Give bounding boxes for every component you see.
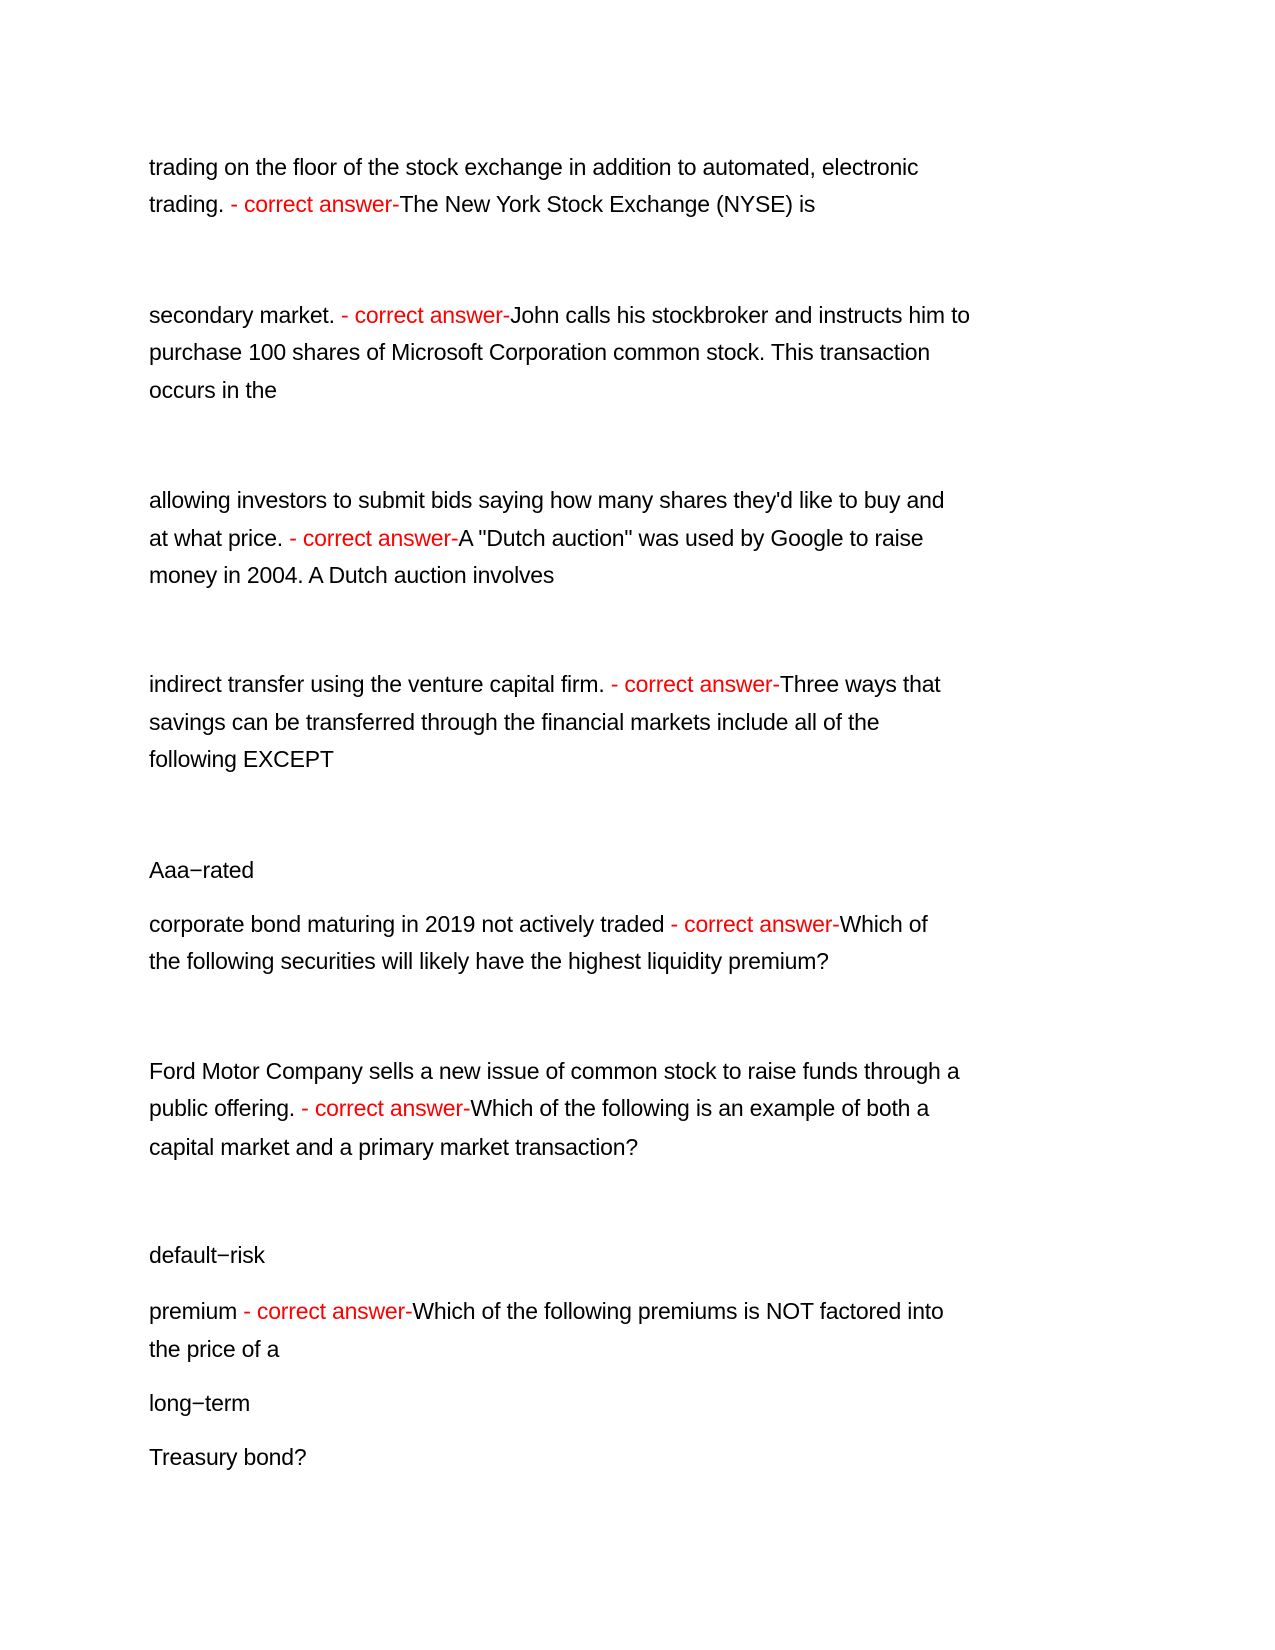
text-line bbox=[149, 1132, 638, 1162]
correct-answer-label: - correct answer- bbox=[230, 191, 400, 217]
question-text: secondary market. bbox=[149, 302, 341, 328]
correct-answer-label: - correct answer- bbox=[610, 671, 780, 697]
answer-text: Three ways that bbox=[779, 671, 941, 697]
answer-text: Which of the following is an example of both a bbox=[470, 1095, 930, 1121]
question-text: public offering. bbox=[149, 1095, 302, 1121]
text-line bbox=[149, 1334, 279, 1364]
question-text: Aaa−rated bbox=[149, 857, 254, 883]
answer-text: John calls his stockbroker and instructs him to bbox=[510, 302, 970, 328]
question-text: trading on the floor of the stock exchange in addition to automated, electronic bbox=[149, 154, 919, 180]
text-line bbox=[149, 375, 277, 405]
question-text: premium bbox=[149, 1298, 244, 1324]
question-text: at what price. bbox=[149, 525, 290, 551]
question-text: long−term bbox=[149, 1390, 251, 1416]
question-text: default−risk bbox=[149, 1242, 265, 1268]
question-text: corporate bond maturing in 2019 not actively traded bbox=[149, 911, 671, 937]
answer-text: A "Dutch auction" was used by Google to raise bbox=[458, 525, 924, 551]
text-line bbox=[149, 1296, 944, 1326]
question-text: Ford Motor Company sells a new issue of common stock to raise funds through a bbox=[149, 1058, 960, 1084]
answer-text: The New York Stock Exchange (NYSE) is bbox=[399, 191, 816, 217]
text-line bbox=[149, 189, 815, 219]
answer-text: Which of the following premiums is NOT factored into bbox=[412, 1298, 944, 1324]
question-text: occurs in the bbox=[149, 377, 277, 403]
text-line bbox=[149, 300, 970, 330]
text-line bbox=[149, 337, 930, 367]
question-text: purchase 100 shares of Microsoft Corporation common stock. This transaction bbox=[149, 339, 930, 365]
correct-answer-label: - correct answer- bbox=[289, 525, 459, 551]
text-line bbox=[149, 1240, 265, 1270]
question-text: capital market and a primary market transaction? bbox=[149, 1134, 638, 1160]
question-text: savings can be transferred through the financial markets include all of the bbox=[149, 709, 880, 735]
text-line bbox=[149, 152, 918, 182]
correct-answer-label: - correct answer- bbox=[670, 911, 840, 937]
correct-answer-label: - correct answer- bbox=[340, 302, 511, 328]
text-line bbox=[149, 1056, 959, 1086]
question-text: the following securities will likely have the highest liquidity premium? bbox=[149, 948, 829, 974]
correct-answer-label: - correct answer- bbox=[301, 1095, 471, 1121]
text-line bbox=[149, 946, 829, 976]
text-line bbox=[149, 909, 928, 939]
question-text: allowing investors to submit bids saying how many shares they'd like to buy and bbox=[149, 487, 945, 513]
question-text: money in 2004. A Dutch auction involves bbox=[149, 562, 555, 588]
text-line bbox=[149, 669, 941, 699]
question-text: trading. bbox=[149, 191, 231, 217]
question-text: indirect transfer using the venture capital firm. bbox=[149, 671, 611, 697]
question-text: following EXCEPT bbox=[149, 746, 334, 772]
text-line bbox=[149, 855, 254, 885]
question-text: the price of a bbox=[149, 1336, 280, 1362]
text-line bbox=[149, 485, 944, 515]
text-line bbox=[149, 707, 879, 737]
text-line bbox=[149, 523, 923, 553]
correct-answer-label: - correct answer- bbox=[243, 1298, 413, 1324]
text-line bbox=[149, 1093, 929, 1123]
text-line bbox=[149, 1442, 306, 1472]
text-line bbox=[149, 560, 554, 590]
text-line bbox=[149, 1388, 250, 1418]
answer-text: Which of bbox=[839, 911, 928, 937]
text-line bbox=[149, 744, 334, 774]
question-text: Treasury bond? bbox=[149, 1444, 307, 1470]
